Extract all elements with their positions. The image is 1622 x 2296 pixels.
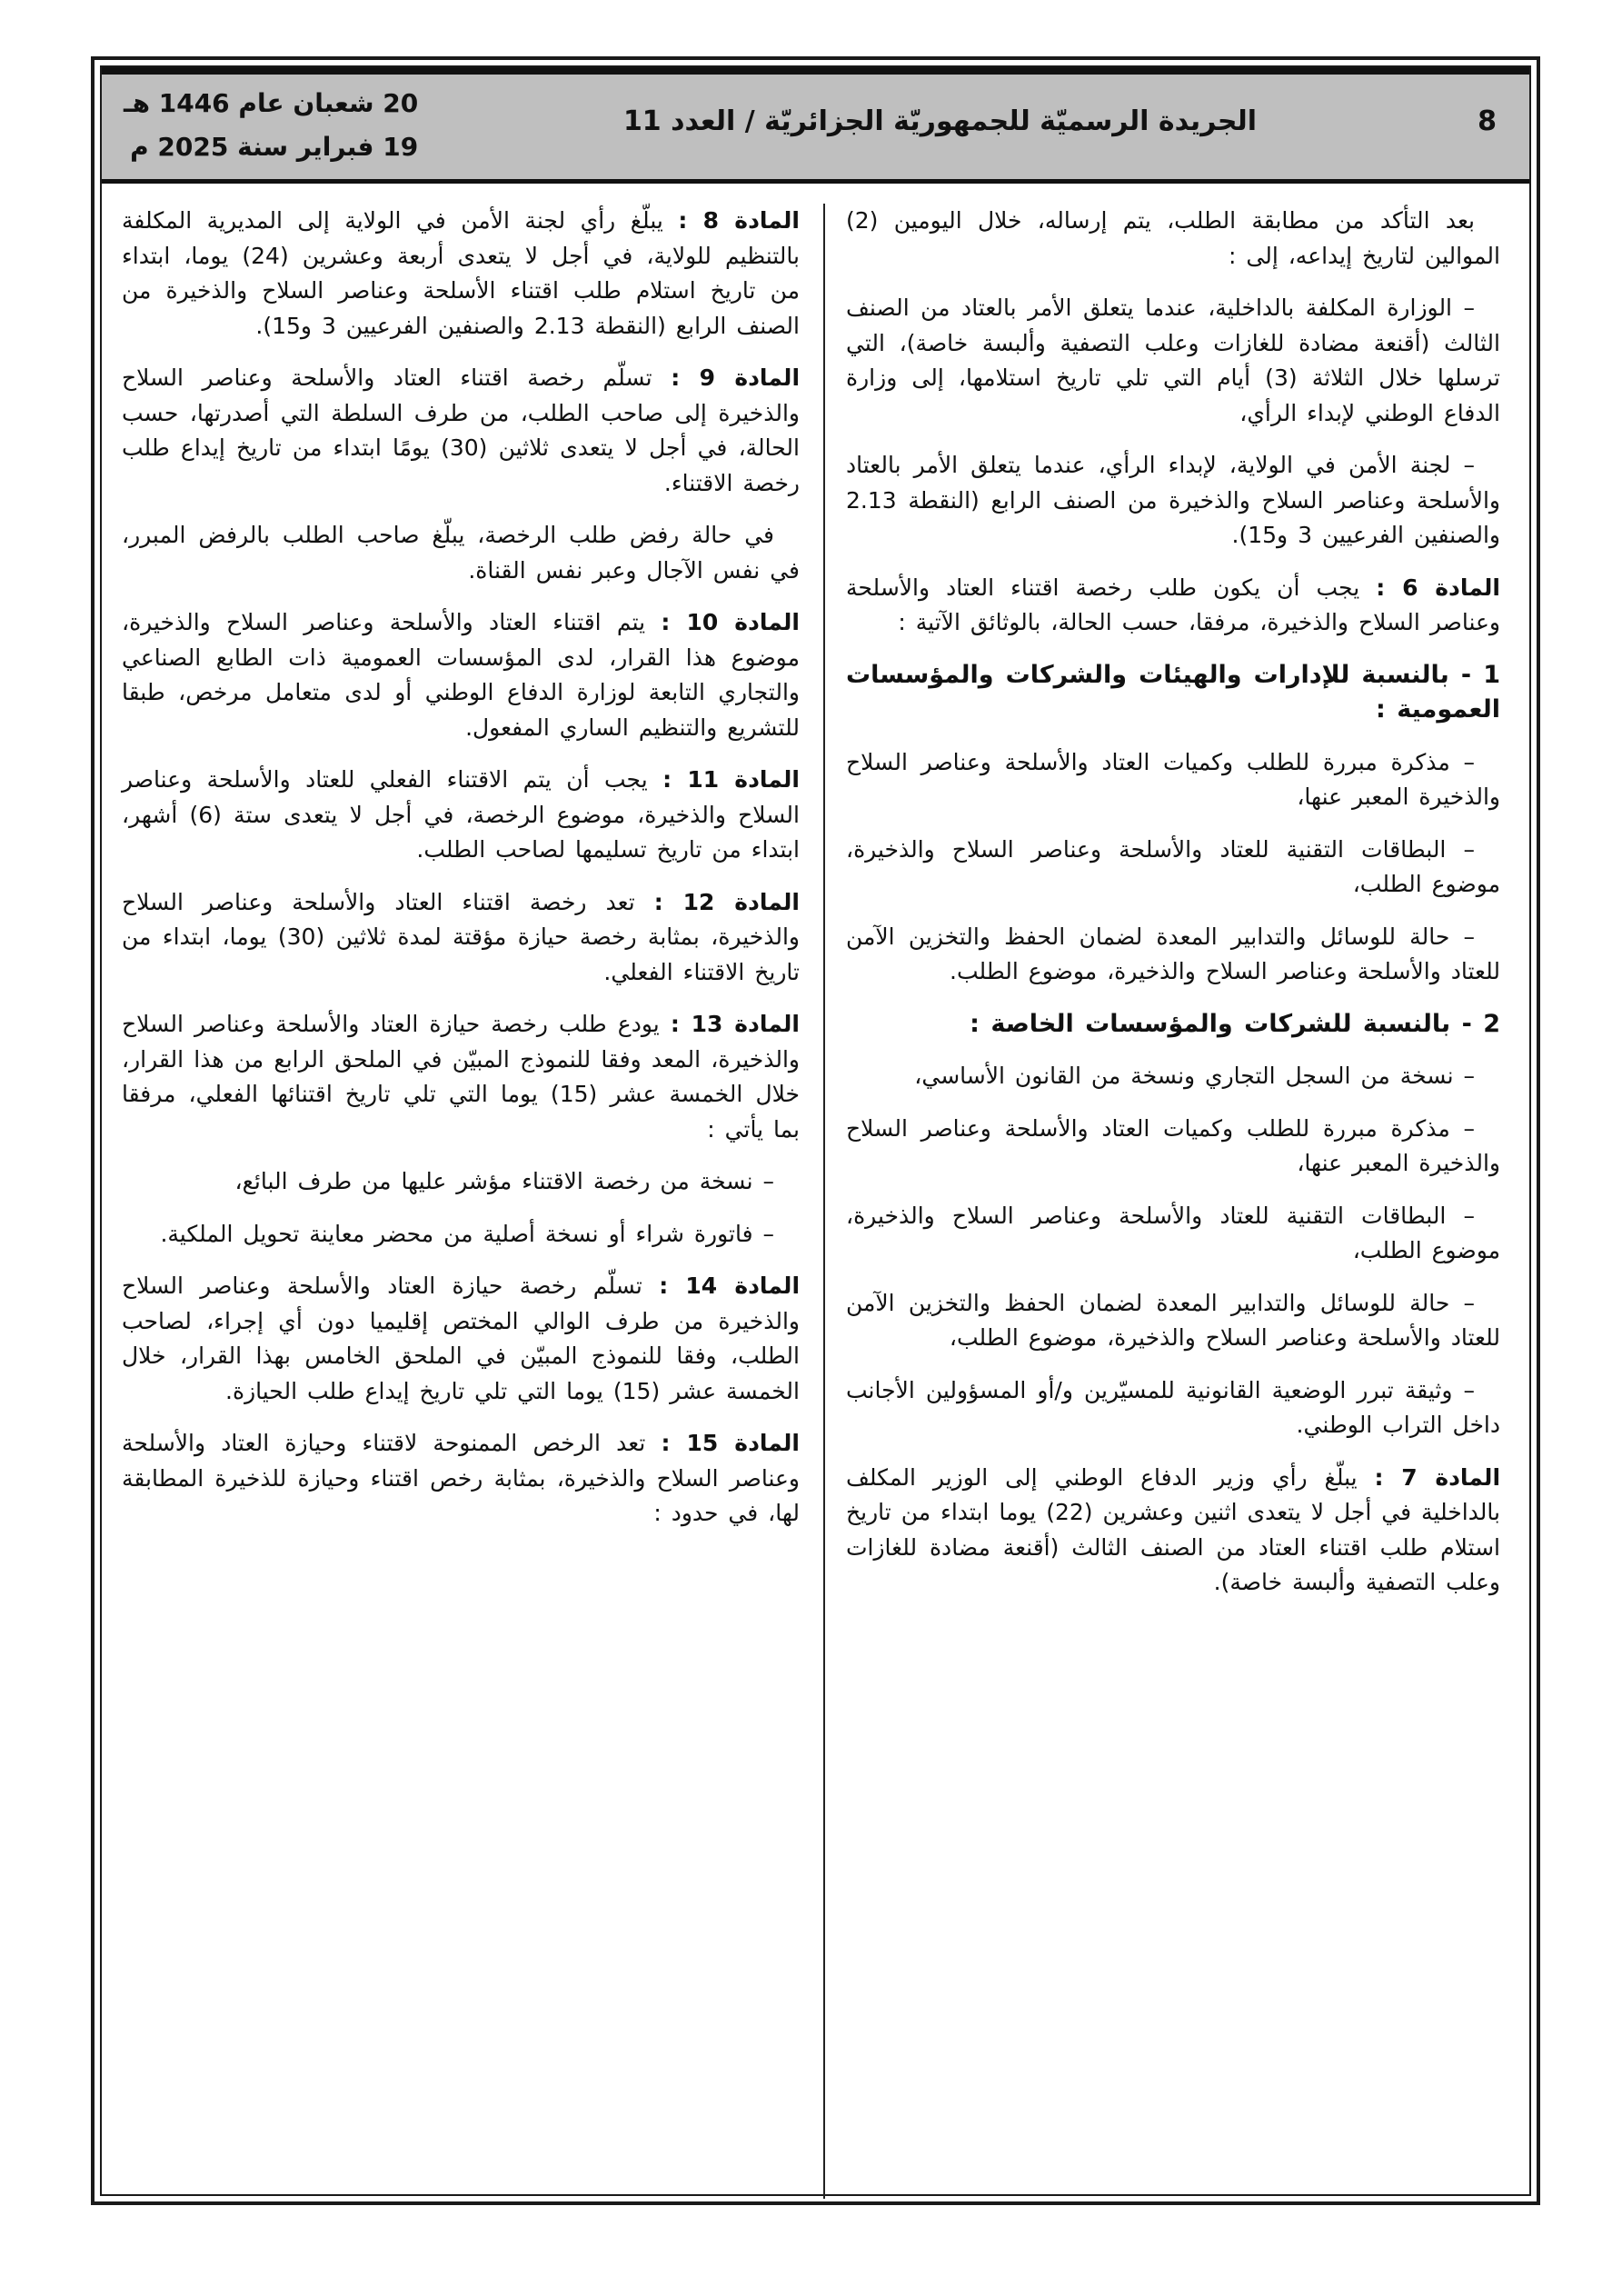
paragraph-text: – حالة للوسائل والتدابير المعدة لضمان الحفظ والتخزين الآمن للعتاد والأسلحة وعناصر السلاح والذخيرة، موضوع الطلب. [846, 923, 1500, 984]
section-heading [846, 658, 1500, 728]
paragraph-text: تسلّم رخصة اقتناء العتاد والأسلحة وعناصر السلاح والذخيرة إلى صاحب الطلب، من طرف السلطة التي أصدرتها، حسب الحالة، في أجل لا يتعدى ثلاثين (30) يومًا ابتداء من تاريخ إيداع طلب رخصة الاقتناء. [122, 364, 800, 496]
article-label: المادة 11 : [662, 766, 801, 793]
article-paragraph [122, 1426, 800, 1532]
list-item [122, 1217, 800, 1253]
article-paragraph [846, 1461, 1500, 1601]
paragraph-text: يودع طلب رخصة حيازة العتاد والأسلحة وعناصر السلاح والذخيرة، المعد وفقا للنموذج المبيّن في الملحق الرابع من هذا القرار، خلال الخمسة عشر (15) يوما التي تلي تاريخ اقتنائها الفعلي، مرفقا بما يأتي : [122, 1011, 800, 1143]
list-item [846, 1112, 1500, 1182]
article-label: المادة 15 : [661, 1430, 800, 1456]
column-divider [823, 204, 825, 2199]
article-paragraph [122, 1269, 800, 1409]
list-item [846, 920, 1500, 990]
paragraph-text: – مذكرة مبررة للطلب وكميات العتاد والأسلحة وعناصر السلاح والذخيرة المعبر عنها، [846, 1114, 1500, 1176]
paragraph [122, 518, 800, 588]
list-item [846, 1373, 1500, 1443]
article-paragraph [122, 885, 800, 991]
left-column [122, 204, 800, 1549]
list-item [122, 1164, 800, 1200]
paragraph-text: – حالة للوسائل والتدابير المعدة لضمان الحفظ والتخزين الآمن للعتاد والأسلحة وعناصر السلاح والذخيرة، موضوع الطلب، [846, 1289, 1500, 1351]
article-label: المادة 9 : [671, 364, 801, 391]
paragraph-text: تعد الرخص الممنوحة لاقتناء وحيازة العتاد والأسلحة وعناصر السلاح والذخيرة، بمثابة رخص اقتناء وحيازة للذخيرة المطابقة لها، في حدود : [122, 1430, 800, 1526]
article-label: المادة 14 : [659, 1273, 801, 1299]
paragraph-text: يجب أن يكون طلب رخصة اقتناء العتاد والأسلحة وعناصر السلاح والذخيرة، مرفقا، حسب الحالة، بالوثائق الآتية : [846, 574, 1500, 635]
article-label: المادة 10 : [661, 609, 800, 635]
list-item [846, 833, 1500, 903]
paragraph-text: – لجنة الأمن في الولاية، لإبداء الرأي، عندما يتعلق الأمر بالعتاد والأسلحة وعناصر السلاح والذخيرة من الصنف الرابع (النقطة 2.13 والصنفين الفرعيين 3 و15). [846, 452, 1500, 548]
issue-dates [124, 82, 418, 169]
article-paragraph [122, 1007, 800, 1147]
paragraph-text: – مذكرة مبررة للطلب وكميات العتاد والأسلحة وعناصر السلاح والذخيرة المعبر عنها، [846, 748, 1500, 810]
gregorian-date: 19 فبراير سنة 2025 م [130, 132, 419, 162]
article-label: المادة 13 : [670, 1011, 800, 1037]
paragraph-text: – البطاقات التقنية للعتاد والأسلحة وعناصر السلاح والذخيرة، موضوع الطلب، [846, 835, 1500, 897]
list-item [846, 448, 1500, 554]
article-paragraph [122, 361, 800, 501]
list-item [846, 1059, 1500, 1094]
paragraph-text: بعد التأكد من مطابقة الطلب، يتم إرساله، خلال اليومين (2) الموالين لتاريخ إيداعه، إلى : [846, 207, 1500, 269]
paragraph-text: – الوزارة المكلفة بالداخلية، عندما يتعلق الأمر بالعتاد من الصنف الثالث (أقنعة مضادة للغازات وعلب التصفية وألبسة خاصة)، التي ترسلها خلال الثلاثة (3) أيام التي تلي تاريخ استلامها، إلى وزارة الدفاع الوطني لإبداء الرأي، [846, 294, 1500, 426]
list-item [846, 1286, 1500, 1356]
paragraph-text: يتم اقتناء العتاد والأسلحة وعناصر السلاح والذخيرة، موضوع هذا القرار، لدى المؤسسات العمومية ذات الطابع الصناعي والتجاري التابعة لوزارة الدفاع الوطني أو لدى متعامل مرخص، طبقا للتشريع والتنظيم الساري المفعول. [122, 609, 800, 741]
paragraph-text: 2 - بالنسبة للشركات والمؤسسات الخاصة : [970, 1009, 1500, 1038]
list-item [846, 291, 1500, 431]
list-item [846, 1199, 1500, 1269]
paragraph-text: في حالة رفض طلب الرخصة، يبلّغ صاحب الطلب بالرفض المبرر، في نفس الآجال وعبر نفس القناة. [122, 522, 800, 584]
section-heading [846, 1007, 1500, 1043]
paragraph-text: يبلّغ رأي وزير الدفاع الوطني إلى الوزير المكلف بالداخلية في أجل لا يتعدى اثنين وعشرين (22) يوما ابتداء من تاريخ استلام طلب اقتناء العتاد من الصنف الثالث (أقنعة مضادة للغازات وعلب التصفية وألبسة خاصة). [846, 1463, 1500, 1595]
paragraph-text: – نسخة من السجل التجاري ونسخة من القانون الأساسي، [914, 1063, 1475, 1089]
paragraph-text: تعد رخصة اقتناء العتاد والأسلحة وعناصر السلاح والذخيرة، بمثابة رخصة حيازة مؤقتة لمدة ثلاثين (30) يوما، ابتداء من تاريخ الاقتناء الفعلي. [122, 888, 800, 985]
article-label: المادة 7 : [1374, 1463, 1501, 1491]
paragraph-text: يجب أن يتم الاقتناء الفعلي للعتاد والأسلحة وعناصر السلاح والذخيرة، موضوع الرخصة، في أجل لا يتعدى ستة (6) أشهر، ابتداء من تاريخ تسليمها لصاحب الطلب. [122, 766, 800, 863]
paragraph-text: – وثيقة تبرر الوضعية القانونية للمسيّرين و/أو المسؤولين الأجانب داخل التراب الوطني. [846, 1376, 1500, 1438]
paragraph-text: تسلّم رخصة حيازة العتاد والأسلحة وعناصر السلاح والذخيرة من طرف الوالي المختص إقليميا دون أي إجراء، لصاحب الطلب، وفقا للنموذج المبيّن في الملحق الخامس بهذا القرار، خلال الخمسة عشر (15) يوما التي تلي تاريخ إيداع طلب الحيازة. [122, 1273, 800, 1404]
paragraph-text: يبلّغ رأي لجنة الأمن في الولاية إلى المديرية المكلفة بالتنظيم للولاية، في أجل لا يتعدى أربعة وعشرين (24) يوما، ابتداء من تاريخ استلام طلب اقتناء الأسلحة وعناصر السلاح والذخيرة من الصنف الرابع (النقطة 2.13 والصنفين الفرعيين 3 و15). [122, 207, 800, 339]
article-paragraph [846, 571, 1500, 641]
article-label: المادة 12 : [653, 888, 800, 915]
article-paragraph [122, 605, 800, 745]
list-item [846, 745, 1500, 815]
article-paragraph [122, 763, 800, 868]
paragraph-text: 1 - بالنسبة للإدارات والهيئات والشركات والمؤسسات العمومية : [846, 660, 1500, 724]
paragraph-text: – نسخة من رخصة الاقتناء مؤشر عليها من طرف البائع، [234, 1168, 774, 1194]
gazette-title: الجريدة الرسميّة للجمهوريّة الجزائريّة / العدد 11 [622, 105, 1257, 137]
hijri-date: 20 شعبان عام 1446 هـ [124, 88, 419, 118]
paragraph-text: – فاتورة شراء أو نسخة أصلية من محضر معاينة تحويل الملكية. [160, 1220, 774, 1247]
gazette-header [102, 67, 1529, 184]
page-inner-frame [100, 65, 1531, 2196]
article-label: المادة 8 : [678, 207, 800, 234]
page-number: 8 [1478, 105, 1497, 137]
article-paragraph [122, 204, 800, 344]
right-column [846, 204, 1500, 1618]
article-label: المادة 6 : [1376, 574, 1500, 601]
paragraph [846, 204, 1500, 274]
paragraph-text: – البطاقات التقنية للعتاد والأسلحة وعناصر السلاح والذخيرة، موضوع الطلب، [846, 1202, 1500, 1263]
page-frame [91, 56, 1540, 2205]
